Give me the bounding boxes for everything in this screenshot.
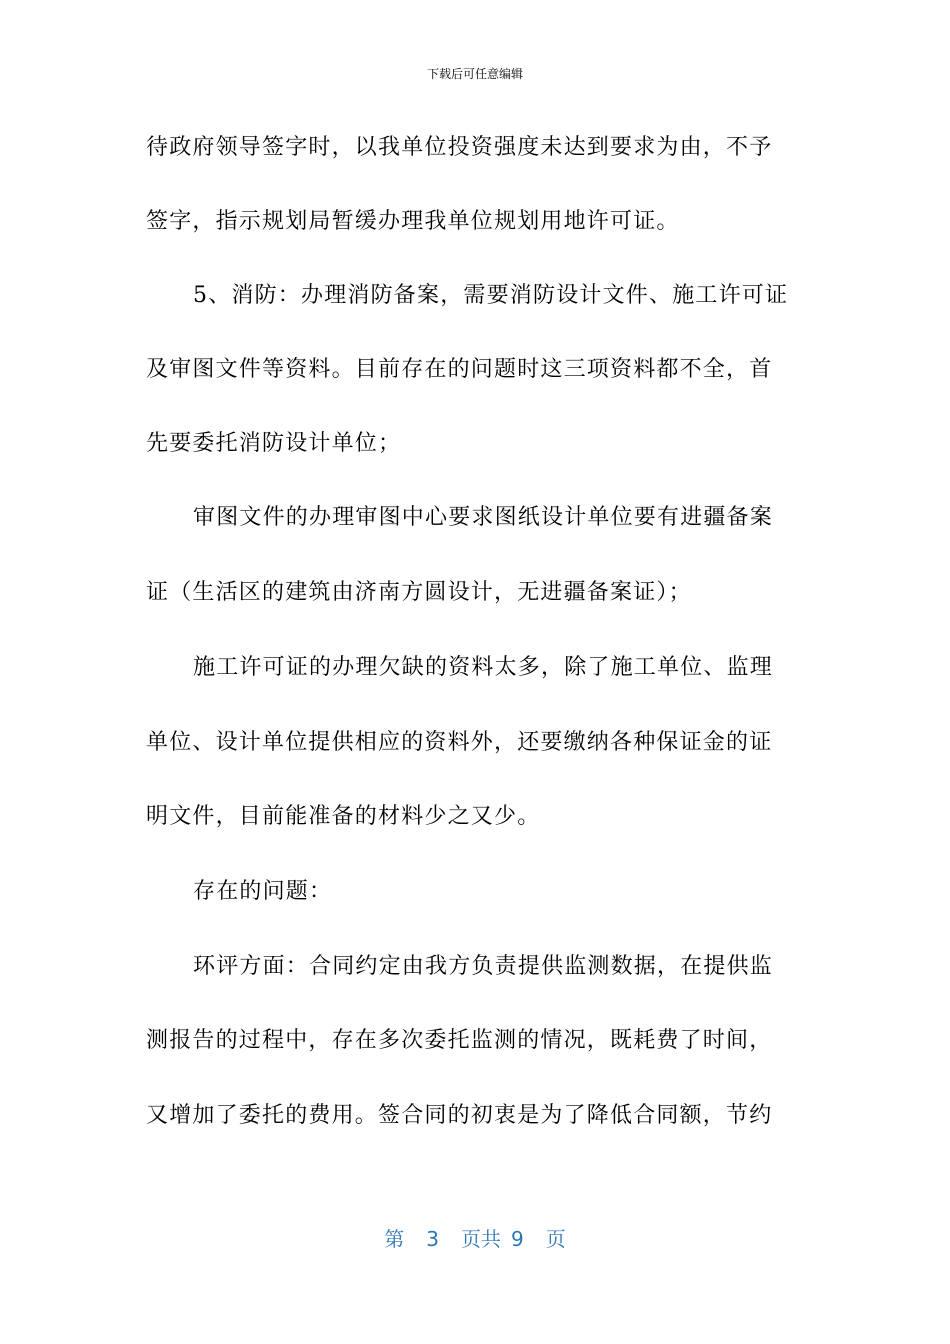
footer-total-pages: 9 bbox=[511, 1227, 524, 1251]
body-line: 5、消防：办理消防备案，需要消防设计文件、施工许可证 bbox=[193, 283, 789, 308]
body-line: 单位、设计单位提供相应的资料外，还要缴纳各种保证金的证 bbox=[146, 730, 773, 755]
body-line: 又增加了委托的费用。签合同的初衷是为了降低合同额，节约 bbox=[146, 1103, 773, 1128]
page-header-note: 下载后可任意编辑 bbox=[426, 67, 523, 81]
body-line: 存在的问题： bbox=[193, 879, 333, 904]
body-line: 环评方面：合同约定由我方负责提供监测数据，在提供监 bbox=[193, 954, 774, 979]
footer-prefix: 第 bbox=[384, 1227, 405, 1251]
body-line: 施工许可证的办理欠缺的资料太多，除了施工单位、监理 bbox=[193, 655, 774, 680]
body-line: 证（生活区的建筑由济南方圆设计，无进疆备案证）； bbox=[146, 580, 692, 605]
footer-middle: 页共 bbox=[461, 1227, 501, 1251]
body-line: 及审图文件等资料。目前存在的问题时这三项资料都不全，首 bbox=[146, 357, 773, 382]
page-number-footer bbox=[0, 1226, 950, 1252]
body-line: 测报告的过程中，存在多次委托监测的情况，既耗费了时间， bbox=[146, 1028, 773, 1053]
body-line: 待政府领导签字时，以我单位投资强度未达到要求为由，不予 bbox=[146, 135, 773, 160]
body-line: 明文件，目前能准备的材料少之又少。 bbox=[146, 804, 541, 829]
footer-current-page: 3 bbox=[426, 1227, 439, 1251]
body-line: 审图文件的办理审图中心要求图纸设计单位要有进疆备案 bbox=[193, 505, 774, 530]
body-line: 先要委托消防设计单位； bbox=[146, 431, 402, 456]
footer-suffix: 页 bbox=[545, 1227, 566, 1251]
body-line: 签字，指示规划局暂缓办理我单位规划用地许可证。 bbox=[146, 209, 680, 234]
